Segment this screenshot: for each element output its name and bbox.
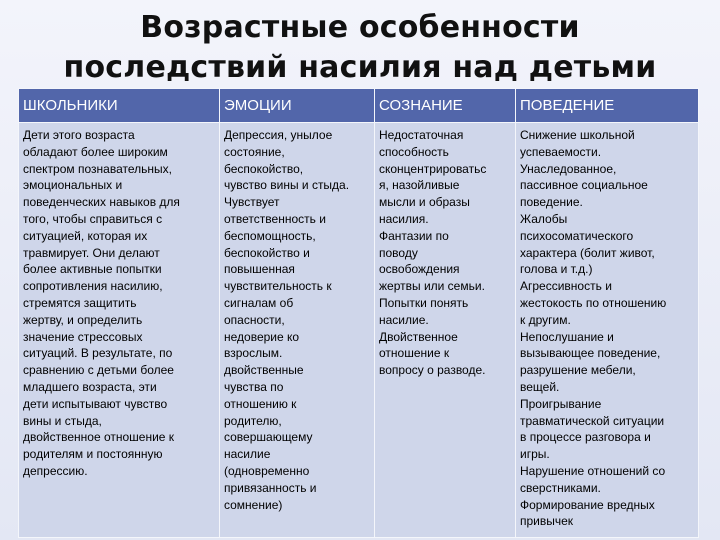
title-line-1: Возрастные особенности xyxy=(140,10,580,45)
table-header-row xyxy=(19,89,699,123)
cell-schoolchildren: Дети этого возраста обладают более широким спектром познавательных, эмоциональных и поведенческих навыков для того, чтобы справиться с ситуацией, которая их травмирует. Они делают более активные попытки сопротивления насилию, стремятся защитить жертву, и определить значение стрессовых ситуаций. В результате, по сравнению с детьми более младшего возраста, эти дети испытывают чувство вины и стыда, двойственное отношение к родителям и постоянную депрессию. xyxy=(19,123,220,538)
header-schoolchildren: ШКОЛЬНИКИ xyxy=(19,89,220,123)
slide-title xyxy=(0,8,720,88)
title-line-2: последствий насилия над детьми xyxy=(63,50,657,85)
cell-consciousness: Недостаточная способность сконцентрироватьс я, назойливые мысли и образы насилия. Фантазии по поводу освобождения жертвы или семьи. Попытки понять насилие. Двойственное отношение к вопросу о разводе. xyxy=(375,123,516,538)
header-behavior: ПОВЕДЕНИЕ xyxy=(516,89,699,123)
header-consciousness: СОЗНАНИЕ xyxy=(375,89,516,123)
effects-table xyxy=(18,88,699,538)
cell-behavior: Снижение школьной успеваемости. Унаследованное, пассивное социальное поведение. Жалобы психосоматического характера (болит живот, голова и т.д.) Агрессивность и жестокость по отношению к другим. Непослушание и вызывающее поведение, разрушение мебели, вещей. Проигрывание травматической ситуации в процессе разговора и игры. Нарушение отношений со сверстниками. Формирование вредных привычек xyxy=(516,123,699,538)
cell-emotions: Депрессия, унылое состояние, беспокойство, чувство вины и стыда. Чувствует ответственность и беспомощность, беспокойство и повышенная чувствительность к сигналам об опасности, недоверие ко взрослым. двойственные чувства по отношению к родителю, совершающему насилие (одновременно привязанность и сомнение) xyxy=(220,123,375,538)
table-row xyxy=(19,123,699,538)
header-emotions: ЭМОЦИИ xyxy=(220,89,375,123)
